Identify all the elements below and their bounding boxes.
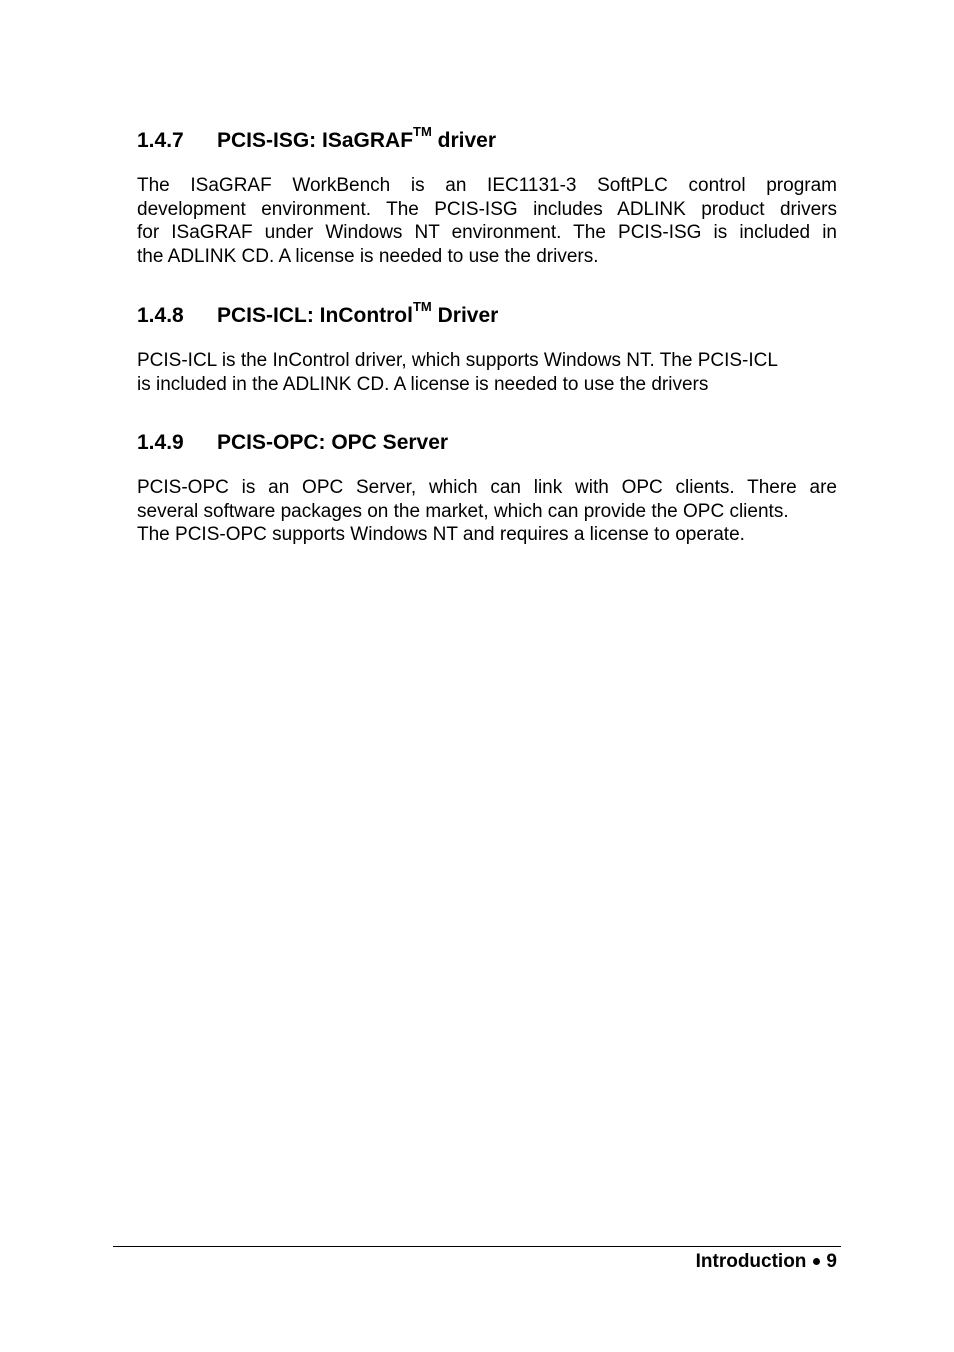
section-title-tail: driver bbox=[431, 129, 497, 152]
footer-chapter: Introduction bbox=[695, 1251, 807, 1272]
section-number: 1.4.8 bbox=[137, 304, 184, 327]
body-line: The PCIS-OPC supports Windows NT and requires a license to operate. bbox=[137, 524, 745, 546]
section-heading-1-4-9 bbox=[137, 430, 857, 456]
bullet-icon bbox=[813, 1258, 820, 1265]
body-line: development environment. The PCIS-ISG includes ADLINK product drivers bbox=[137, 198, 837, 220]
page-footer bbox=[696, 1250, 837, 1274]
section-title: PCIS-ISG: ISaGRAF bbox=[217, 129, 414, 152]
body-line: The ISaGRAF WorkBench is an IEC1131-3 SoftPLC control program bbox=[137, 175, 837, 196]
section-number: 1.4.9 bbox=[137, 431, 184, 454]
section-heading-1-4-7 bbox=[137, 124, 857, 154]
body-line: several software packages on the market, which can provide the OPC clients. bbox=[137, 500, 789, 522]
section-title-tail: Driver bbox=[431, 304, 499, 327]
section-body-1-4-7 bbox=[137, 174, 837, 269]
section-number: 1.4.7 bbox=[137, 129, 184, 152]
body-line: PCIS-ICL is the InControl driver, which supports Windows NT. The PCIS-ICL bbox=[137, 350, 778, 371]
trademark-mark: TM bbox=[412, 299, 432, 314]
section-title: PCIS-OPC: OPC Server bbox=[217, 431, 449, 454]
footer-divider bbox=[113, 1246, 841, 1247]
section-body-1-4-8 bbox=[137, 349, 837, 396]
footer-page-number: 9 bbox=[826, 1251, 837, 1272]
trademark-mark: TM bbox=[413, 124, 432, 139]
section-title: PCIS-ICL: InControl bbox=[217, 304, 413, 327]
section-heading-1-4-8 bbox=[137, 299, 857, 329]
body-line: is included in the ADLINK CD. A license is needed to use the drivers bbox=[137, 373, 709, 395]
body-line: the ADLINK CD. A license is needed to use the drivers. bbox=[137, 246, 599, 268]
body-line: PCIS-OPC is an OPC Server, which can link with OPC clients. There are bbox=[137, 477, 837, 498]
section-body-1-4-9 bbox=[137, 476, 837, 547]
body-line: for ISaGRAF under Windows NT environment. The PCIS-ISG is included in bbox=[137, 222, 837, 244]
